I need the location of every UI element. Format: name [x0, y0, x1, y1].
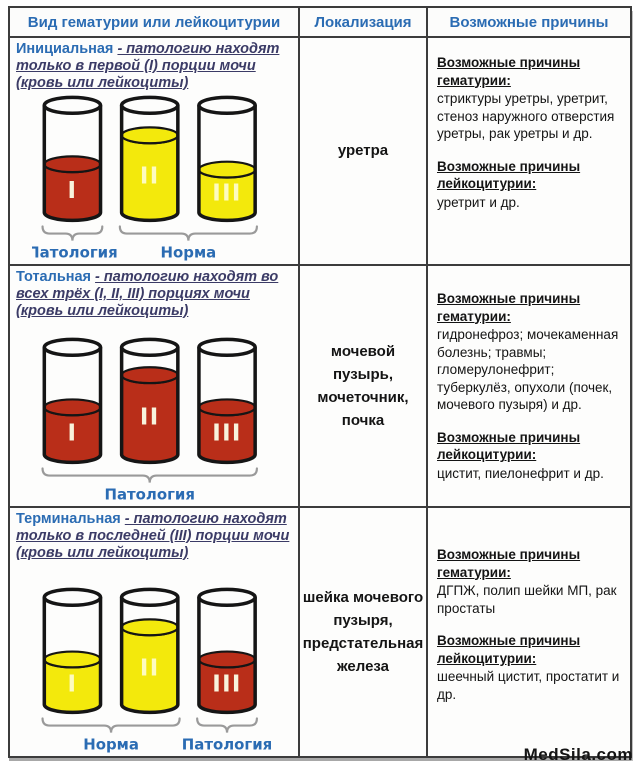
localization-cell	[300, 266, 428, 508]
urine-glasses-illustration	[32, 335, 278, 504]
localization-text: мочевой пузырь, мочеточник, почка	[317, 342, 409, 430]
cause-group	[437, 429, 622, 483]
cause-text: ДГПЖ, полип шейки МП, рак простаты	[437, 583, 617, 616]
svg-text:I: I	[67, 671, 77, 698]
cause-text: стриктуры уретры, уретрит, стеноз наружного отверстия уретры, рак уретры и др.	[437, 91, 615, 142]
cause-heading: Возможные причины гематурии:	[437, 55, 581, 88]
column-header-type: Вид гематурии или лейкоцитурии	[10, 8, 300, 38]
type-cell-total	[10, 266, 300, 508]
cause-heading: Возможные причины лейкоцитурии:	[437, 158, 581, 192]
type-name: Тотальная	[16, 269, 92, 285]
cause-text: гидронефроз; мочекаменная болезнь; травмы; гломерулонефрит; туберкулёз, опухоли (почек, мочевого пузыря) и др.	[437, 327, 619, 413]
svg-text:II: II	[139, 163, 160, 190]
cause-text: уретрит и др.	[437, 194, 520, 210]
type-description: - патологию находят только в последней (III) порции мочи (кровь или лейкоциты)	[16, 511, 290, 561]
cause-heading: Возможные причины лейкоцитурии:	[437, 429, 581, 463]
svg-text:Патология: Патология	[31, 243, 118, 262]
type-name: Терминальная	[16, 511, 121, 527]
causes-cell	[428, 508, 630, 756]
svg-text:Норма: Норма	[82, 735, 139, 754]
svg-text:III: III	[211, 671, 242, 698]
svg-text:Патология: Патология	[181, 735, 272, 754]
type-title	[16, 269, 293, 320]
svg-text:Норма: Норма	[160, 243, 216, 262]
causes-cell	[428, 266, 630, 508]
urine-glasses-illustration	[32, 93, 278, 262]
cause-group	[437, 632, 622, 703]
cause-heading: Возможные причины лейкоцитурии:	[437, 633, 581, 666]
cause-group	[437, 54, 622, 143]
cause-text: цистит, пиелонефрит и др.	[437, 465, 604, 481]
localization-text: шейка мочевого пузыря, предстательная железа	[302, 588, 424, 676]
svg-text:I: I	[67, 420, 77, 447]
localization-cell	[300, 508, 428, 756]
svg-text:Патология: Патология	[103, 485, 195, 504]
type-title	[16, 41, 293, 92]
cause-group	[437, 290, 622, 414]
site-watermark: MedSila.com	[523, 745, 633, 764]
causes-cell	[428, 38, 630, 266]
type-cell-terminal	[10, 508, 300, 756]
hematuria-types-table	[8, 6, 632, 758]
cause-group	[437, 158, 622, 212]
svg-text:III: III	[211, 181, 242, 208]
cause-heading: Возможные причины гематурии:	[437, 291, 581, 324]
type-name: Инициальная	[16, 41, 114, 57]
column-header-causes: Возможные причины	[428, 8, 630, 38]
column-header-localization: Локализация	[300, 8, 428, 38]
svg-text:II: II	[139, 655, 160, 682]
type-cell-initial	[10, 38, 300, 266]
type-description: - патологию находят во всех трёх (I, II, III) порциях мочи (кровь или лейкоциты)	[16, 269, 279, 319]
svg-text:III: III	[211, 420, 242, 447]
localization-cell	[300, 38, 428, 266]
type-description: - патологию находят только в первой (I) порции мочи (кровь или лейкоциты)	[16, 41, 280, 91]
svg-text:I: I	[67, 178, 77, 205]
svg-text:II: II	[139, 404, 160, 431]
cause-text: шеечный цистит, простатит и др.	[437, 669, 620, 702]
type-title	[16, 511, 293, 562]
urine-glasses-illustration	[32, 585, 278, 754]
cause-group	[437, 546, 622, 617]
localization-text: уретра	[337, 142, 389, 160]
cause-heading: Возможные причины гематурии:	[437, 547, 581, 580]
